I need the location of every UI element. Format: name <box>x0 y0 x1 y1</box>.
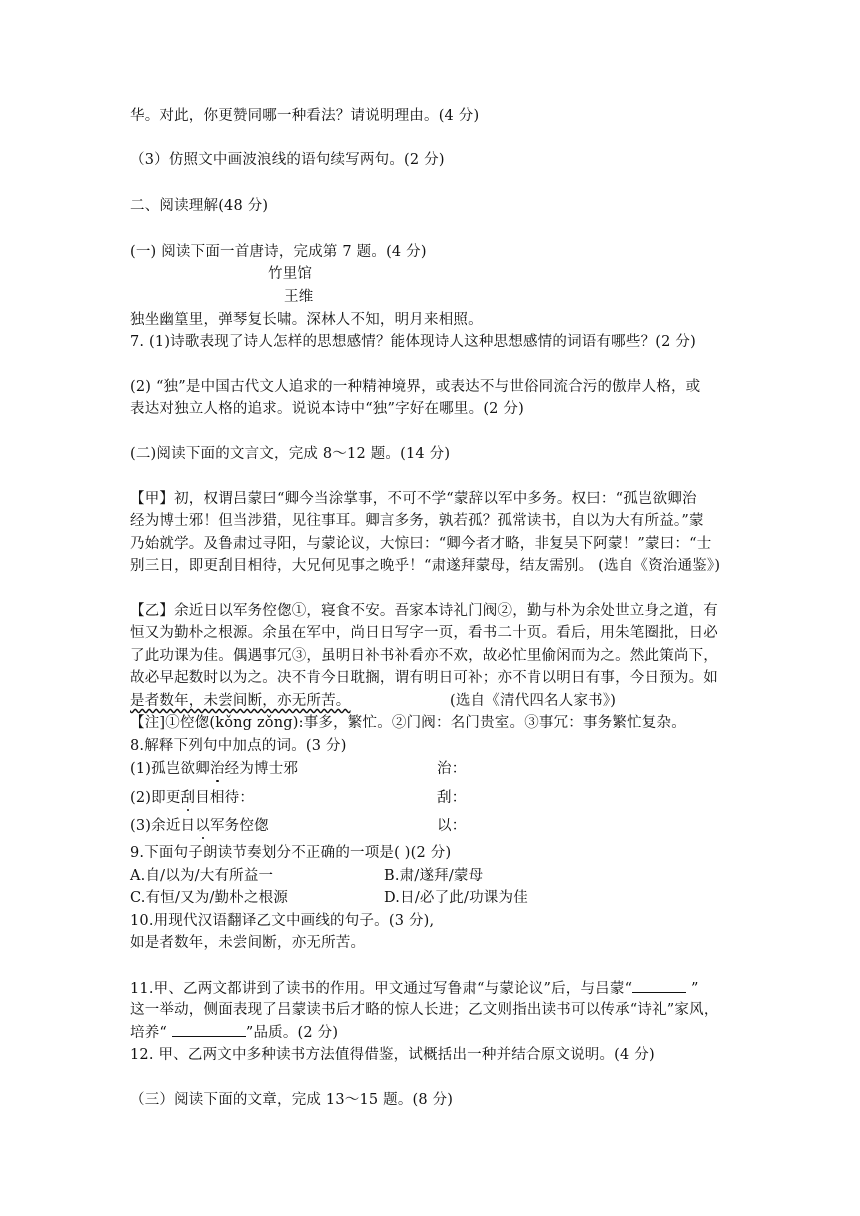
question-11-line1 <box>130 978 699 999</box>
option-c: C.有恒/又为/勤朴之根源 <box>130 890 289 906</box>
text-jia-line: 别三日，即更刮目相待，大兄何见事之晚乎！“肃遂拜蒙母，结友需别。 (选自《资治通鉴》) <box>130 558 721 574</box>
question-11-line2: 这一举动，侧面表现了吕蒙读书后才略的惊人长进；乙文则指出读书可以传承“诗礼”家风， <box>130 1002 719 1018</box>
question-8: 8.解释下列句中加点的词。(3 分) <box>130 738 347 754</box>
q8-1-text: 经为博士邪 <box>224 761 299 777</box>
text-yi-line: 了此功课为佳。偶遇事冗③，虽明日补书补看亦不欢，故必忙里偷闲而为之。然此策尚下， <box>130 648 718 664</box>
annotation-note: 【注]①倥偬(kǒng zǒng):事多，繁忙。②门阀：名门贵室。③事冗：事务繁忙复杂。 <box>130 715 686 731</box>
answer-blank[interactable] <box>172 1022 246 1037</box>
question-7-2-line1: (2) “独”是中国古代文人追求的一种精神境界，或表达不与世俗同流合污的傲岸人格，或 <box>130 379 701 395</box>
question-9: 9.下面句子朗读节奏划分不正确的一项是( )(2 分) <box>130 845 452 861</box>
poem-author: 王维 <box>284 289 314 305</box>
question-7-1: 7. (1)诗歌表现了诗人怎样的思想感情？能体现诗人这种思想感情的词语有哪些？(2 分) <box>130 334 696 350</box>
question-9-options-row2 <box>130 888 730 908</box>
text-line: 华。对此，你更赞同哪一种看法？请说明理由。(4 分) <box>130 108 480 124</box>
question-10-sentence: 如是者数年，未尝间断，亦无所苦。 <box>130 935 366 951</box>
question-9-options-row1 <box>130 866 730 886</box>
text-yi-line: 故必早起数时以为之。决不肯今日耽搁，谓有明日可补；亦不肯以明日有事，今日预为。如 <box>130 670 718 686</box>
question-8-1 <box>130 759 730 779</box>
answer-slot: 治： <box>437 761 467 777</box>
q8-1-text: (1)孤岂欲卿 <box>130 761 210 777</box>
underlined-sentence: 是者数年，未尝间断，亦无所苦。 <box>130 693 351 709</box>
question-11-line3 <box>130 1022 338 1043</box>
text-jia-line: 经为博士邪！但当涉猎，见往事耳。卿言多务，孰若孤？孤常读书，自以为大有所益。”蒙 <box>130 513 704 529</box>
q8-2-text: (2)即更 <box>130 790 181 806</box>
option-b: B.肃/遂拜/蒙母 <box>384 868 484 884</box>
text-yi-line <box>130 691 617 711</box>
q8-3-text: (3)余近日 <box>130 818 196 834</box>
question-8-2 <box>130 788 730 808</box>
source-citation: (选自《清代四名人家书》) <box>450 693 617 709</box>
q11-text: 11.甲、乙两文都讲到了读书的作用。甲文通过写鲁肃“与蒙论议”后，与吕蒙“ <box>130 981 633 997</box>
text-yi-line: 恒又为勤朴之根源。余虽在军中，尚日日写字一页，看书二十页。看后，用朱笔圈批，日必 <box>130 625 718 641</box>
answer-slot: 以： <box>437 818 467 834</box>
subsection-modern: （三）阅读下面的文章，完成 13～15 题。(8 分) <box>130 1092 454 1108</box>
question-8-3 <box>130 816 730 836</box>
q11-text: ”品质。(2 分) <box>245 1025 339 1041</box>
dotted-word: 刮 <box>180 790 196 806</box>
subsection-poem: (一) 阅读下面一首唐诗，完成第 7 题。(4 分) <box>130 244 427 260</box>
subsection-classical: (二)阅读下面的文言文，完成 8～12 题。(14 分) <box>130 446 451 462</box>
option-a: A.自/以为/大有所益一 <box>130 868 274 884</box>
answer-slot: 刮： <box>437 790 467 806</box>
q8-3-text: 军务倥偬 <box>209 818 269 834</box>
dotted-word: 以 <box>195 818 210 834</box>
text-jia-line: 【甲】初，权谓吕蒙曰“卿今当涂掌事，不可不学“蒙辞以军中多务。权曰：“孤岂欲卿治 <box>130 491 697 507</box>
q11-text: 培养“ <box>130 1025 172 1041</box>
section-heading-reading: 二、阅读理解(48 分) <box>130 198 269 214</box>
poem-text: 独坐幽篁里，弹琴复长啸。深林人不知，明月来相照。 <box>130 312 483 328</box>
text-jia-line: 乃始就学。及鲁肃过寻阳，与蒙论议，大惊曰：“卿今者才略，非复吴下阿蒙！”蒙曰：“士 <box>130 536 712 552</box>
question-10: 10.用现代汉语翻译乙文中画线的句子。(3 分), <box>130 913 435 929</box>
question-3: （3）仿照文中画波浪线的语句续写两句。(2 分) <box>130 152 445 168</box>
question-12: 12. 甲、乙两文中多种读书方法值得借鉴，试概括出一种并结合原文说明。(4 分) <box>130 1047 655 1063</box>
text-yi-line: 【乙】余近日以军务倥偬①，寝食不安。吾家本诗礼门阀②，勤与朴为余处世立身之道，有 <box>130 603 718 619</box>
q8-2-text: 目相待： <box>195 790 255 806</box>
option-d: D.日/必了此/功课为佳 <box>384 890 528 906</box>
q11-text: ” <box>686 981 699 997</box>
dotted-word: 治 <box>209 761 225 777</box>
poem-title: 竹里馆 <box>268 266 313 282</box>
answer-blank[interactable] <box>632 978 686 993</box>
question-7-2-line2: 表达对独立人格的追求。说说本诗中“独”字好在哪里。(2 分) <box>130 401 524 417</box>
